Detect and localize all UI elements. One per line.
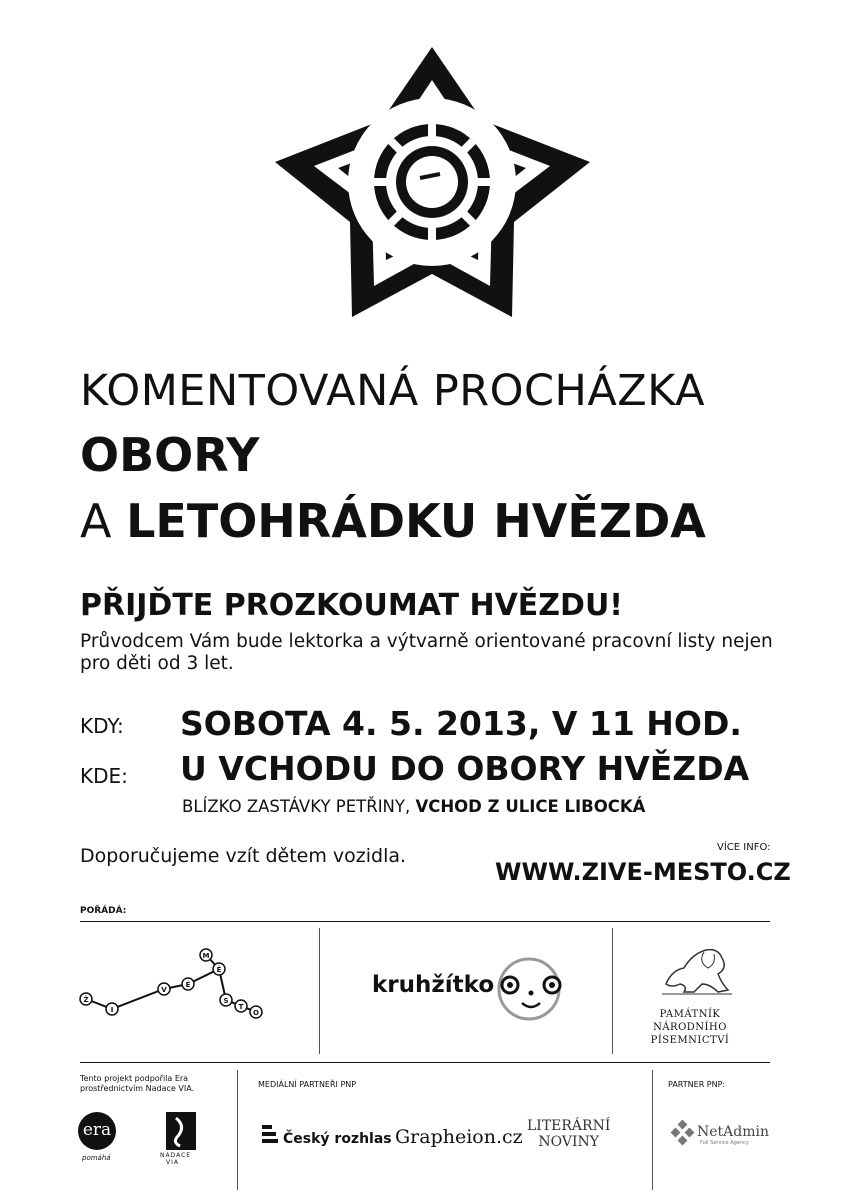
when-value: SOBOTA 4. 5. 2013, V 11 HOD. [180, 704, 742, 743]
where-label: KDE: [80, 764, 128, 788]
netadmin-icon [670, 1120, 696, 1146]
zive-letter: T [238, 1003, 244, 1011]
via-text: VIA [166, 1159, 179, 1166]
invite-heading: PŘIJĎTE PROZKOUMAT HVĚZDU! [80, 588, 623, 623]
zive-letter: S [223, 997, 229, 1005]
zive-letter: M [202, 952, 210, 960]
divider-vertical-1 [319, 928, 320, 1054]
divider-bottom [80, 1062, 770, 1063]
recommendation: Doporučujeme vzít dětem vozidla. [80, 845, 407, 867]
invite-description: Průvodcem Vám bude lektorka a výtvarně orientované pracovní listy nejen pro děti od 3 let. [80, 631, 773, 674]
star-emblem [270, 42, 595, 322]
support-line: Tento projekt podpořila Era [80, 1074, 189, 1083]
headline-line3 [80, 494, 706, 548]
divider-vertical-3 [237, 1070, 238, 1190]
era-logo: era [78, 1112, 116, 1150]
zive-mesto-logo [76, 942, 276, 1027]
headline-line3-bold: LETOHRÁDKU HVĚZDA [126, 494, 706, 548]
zive-letter: I [110, 1006, 114, 1014]
cesky-rozhlas-logo: Český rozhlas [283, 1131, 392, 1147]
headline-line3-prefix: A [80, 494, 127, 548]
where-note [182, 797, 645, 816]
literarni-noviny-logo [527, 1118, 610, 1150]
pnp-line: PAMÁTNÍK [659, 1009, 721, 1020]
website-link[interactable]: WWW.ZIVE-MESTO.CZ [495, 858, 791, 886]
pnp-line: PÍSEMNICTVÍ [650, 1035, 730, 1046]
support-text [80, 1074, 194, 1094]
cesky-rozhlas-icon [262, 1125, 278, 1147]
divider-vertical-2 [612, 928, 613, 1054]
zive-letter: É [185, 981, 191, 989]
noviny-line: NOVINY [538, 1134, 599, 1150]
zive-letter: O [253, 1009, 259, 1017]
zive-letter: V [161, 986, 167, 994]
headline-line1: KOMENTOVANÁ PROCHÁZKA [80, 366, 706, 416]
kruhzitko-face-icon [488, 955, 570, 1025]
where-value: U VCHODU DO OBORY HVĚZDA [180, 749, 750, 788]
when-label: KDY: [80, 714, 124, 738]
zive-letter: Ž [83, 996, 89, 1004]
support-line: prostřednictvím Nadace VIA. [80, 1084, 195, 1093]
divider-top [80, 921, 770, 922]
more-info-label: VÍCE INFO: [717, 842, 771, 853]
grapheion-logo: Grapheion.cz [395, 1126, 523, 1148]
pnp-line: NÁRODNÍHO [653, 1022, 727, 1033]
lion-icon [658, 940, 736, 998]
headline-line2: OBORY [80, 428, 260, 482]
netadmin-logo: NetAdmin [697, 1124, 770, 1140]
partner-label: PARTNER PNP: [668, 1080, 726, 1089]
divider-vertical-4 [652, 1070, 653, 1190]
where-note-bold: VCHOD Z ULICE LIBOCKÁ [415, 797, 646, 816]
where-note-prefix: BLÍZKO ZASTÁVKY PETŘINY, [182, 797, 416, 816]
zive-letter: Ě [216, 966, 222, 974]
nadace-text: NADACE [160, 1152, 192, 1159]
pnp-logo-text [650, 1008, 730, 1047]
era-tagline: pomáhá [82, 1154, 111, 1162]
literarni-line: LITERÁRNÍ [527, 1118, 611, 1134]
organizers-label: POŘÁDÁ: [80, 906, 127, 916]
netadmin-tagline: Full Service Agency [700, 1140, 749, 1146]
nadace-via-icon [166, 1112, 196, 1150]
media-partners-label: MEDIÁLNÍ PARTNEŘI PNP [258, 1080, 357, 1089]
kruhzitko-logo-text: kruhžítko [372, 972, 495, 998]
